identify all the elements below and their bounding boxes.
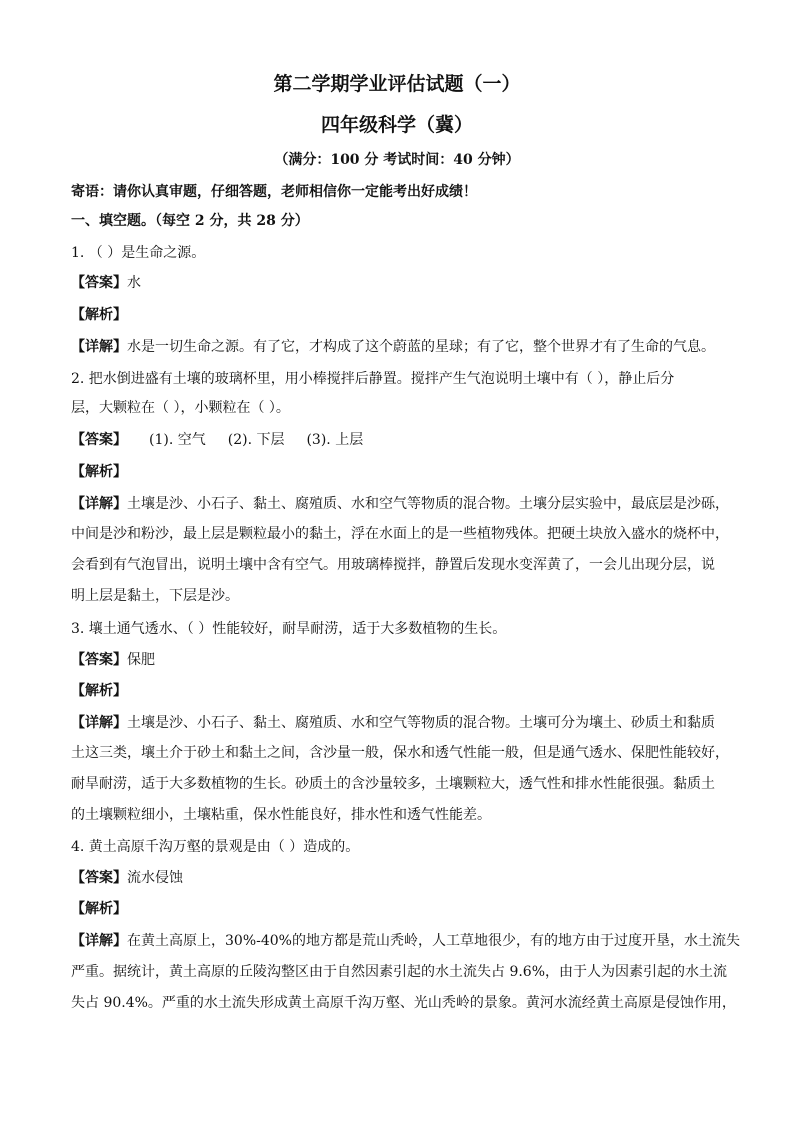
question-2-line-2: 层，大颗粒在（ ），小颗粒在（ ）。 <box>71 400 290 416</box>
answer-1-text: 水 <box>127 275 141 291</box>
answer-3 <box>71 650 723 670</box>
answer-label: 【答案】 <box>71 652 127 668</box>
detail-2-text: 土壤是沙、小石子、黏土、腐殖质、水和空气等物质的混合物。土壤分层实验中，最底层是沙砾， <box>127 496 729 512</box>
analysis-3 <box>71 681 723 701</box>
detail-3-line-3: 耐旱耐涝，适于大多数植物的生长。砂质土的含沙量较多，土壤颗粒大，透气性和排水性能很强。黏质土 <box>71 776 715 792</box>
detail-3-text: 土壤是沙、小石子、黏土、腐殖质、水和空气等物质的混合物。土壤可分为壤土、砂质土和黏质 <box>127 715 715 731</box>
detail-4-line-3: 失占 90.4%。严重的水土流失形成黄土高原千沟万壑、光山秃岭的景象。黄河水流经黄土高原是侵蚀作用， <box>71 995 736 1011</box>
page-title: 第二学期学业评估试题（一） <box>273 73 521 95</box>
answer-label: 【答案】 <box>71 432 127 448</box>
detail-3-line-2: 土这三类，壤土介于砂土和黏土之间，含沙量一般，保水和透气性能一般，但是通气透水、保肥性能较好， <box>71 745 729 761</box>
detail-4-text: 在黄土高原上，30%-40%的地方都是荒山秃岭，人工草地很少，有的地方由于过度开垦，水土流失 <box>127 933 740 949</box>
detail-label: 【详解】 <box>71 496 127 512</box>
answer-2-part-3: (3). 上层 <box>306 432 364 448</box>
analysis-label: 【解析】 <box>71 683 127 699</box>
analysis-4 <box>71 899 723 919</box>
detail-label: 【详解】 <box>71 339 127 355</box>
question-1: 1. （ ）是生命之源。 <box>71 245 206 261</box>
detail-4-line-2: 严重。据统计，黄土高原的丘陵沟整区由于自然因素引起的水土流失占 9.6%，由于人为因素引起的水土流 <box>71 964 728 980</box>
page-subtitle: 四年级科学（冀） <box>320 114 473 136</box>
analysis-2 <box>71 462 723 482</box>
exam-message: 寄语：请你认真审题，仔细答题，老师相信你一定能考出好成绩！ <box>71 184 477 200</box>
section-heading: 一、填空题。（每空 2 分，共 28 分） <box>71 213 309 229</box>
analysis-label: 【解析】 <box>71 464 127 480</box>
score-info: （满分：100 分 考试时间：40 分钟） <box>274 152 520 168</box>
question-3: 3. 壤土通气透水、（ ）性能较好，耐旱耐涝，适于大多数植物的生长。 <box>71 621 507 637</box>
detail-1-text: 水是一切生命之源。有了它，才构成了这个蔚蓝的星球；有了它，整个世界才有了生命的气息。 <box>127 339 715 355</box>
answer-3-text: 保肥 <box>127 652 155 668</box>
answer-4 <box>71 868 723 888</box>
detail-2-line-1 <box>71 494 729 514</box>
detail-1 <box>71 337 723 357</box>
question-4: 4. 黄土高原千沟万壑的景观是由（ ）造成的。 <box>71 839 360 855</box>
analysis-label: 【解析】 <box>71 901 127 917</box>
detail-3-line-4: 的土壤颗粒细小，土壤粘重，保水性能良好，排水性和透气性能差。 <box>71 807 491 823</box>
answer-1 <box>71 273 723 293</box>
detail-4-line-1 <box>71 931 740 951</box>
detail-2-line-3: 会看到有气泡冒出，说明土壤中含有空气。用玻璃棒搅拌，静置后发现水变浑黄了，一会儿出现分层，说 <box>71 557 715 573</box>
answer-label: 【答案】 <box>71 275 127 291</box>
analysis-1 <box>71 305 723 325</box>
analysis-label: 【解析】 <box>71 307 127 323</box>
answer-2-part-1: (1). 空气 <box>149 432 206 448</box>
detail-2-line-4: 明上层是黏土，下层是沙。 <box>71 588 239 604</box>
question-2-line-1: 2. 把水倒进盛有土壤的玻璃杯里，用小棒搅拌后静置。搅拌产生气泡说明土壤中有（ ），静止后分 <box>71 371 675 387</box>
detail-3-line-1 <box>71 713 723 733</box>
detail-label: 【详解】 <box>71 715 127 731</box>
detail-2-line-2: 中间是沙和粉沙，最上层是颗粒最小的黏土，浮在水面上的是一些植物残体。把硬土块放入盛水的烧杯中， <box>71 526 729 542</box>
answer-2-part-2: (2). 下层 <box>227 432 285 448</box>
answer-2 <box>71 430 723 450</box>
answer-4-text: 流水侵蚀 <box>127 870 183 886</box>
detail-label: 【详解】 <box>71 933 127 949</box>
answer-label: 【答案】 <box>71 870 127 886</box>
